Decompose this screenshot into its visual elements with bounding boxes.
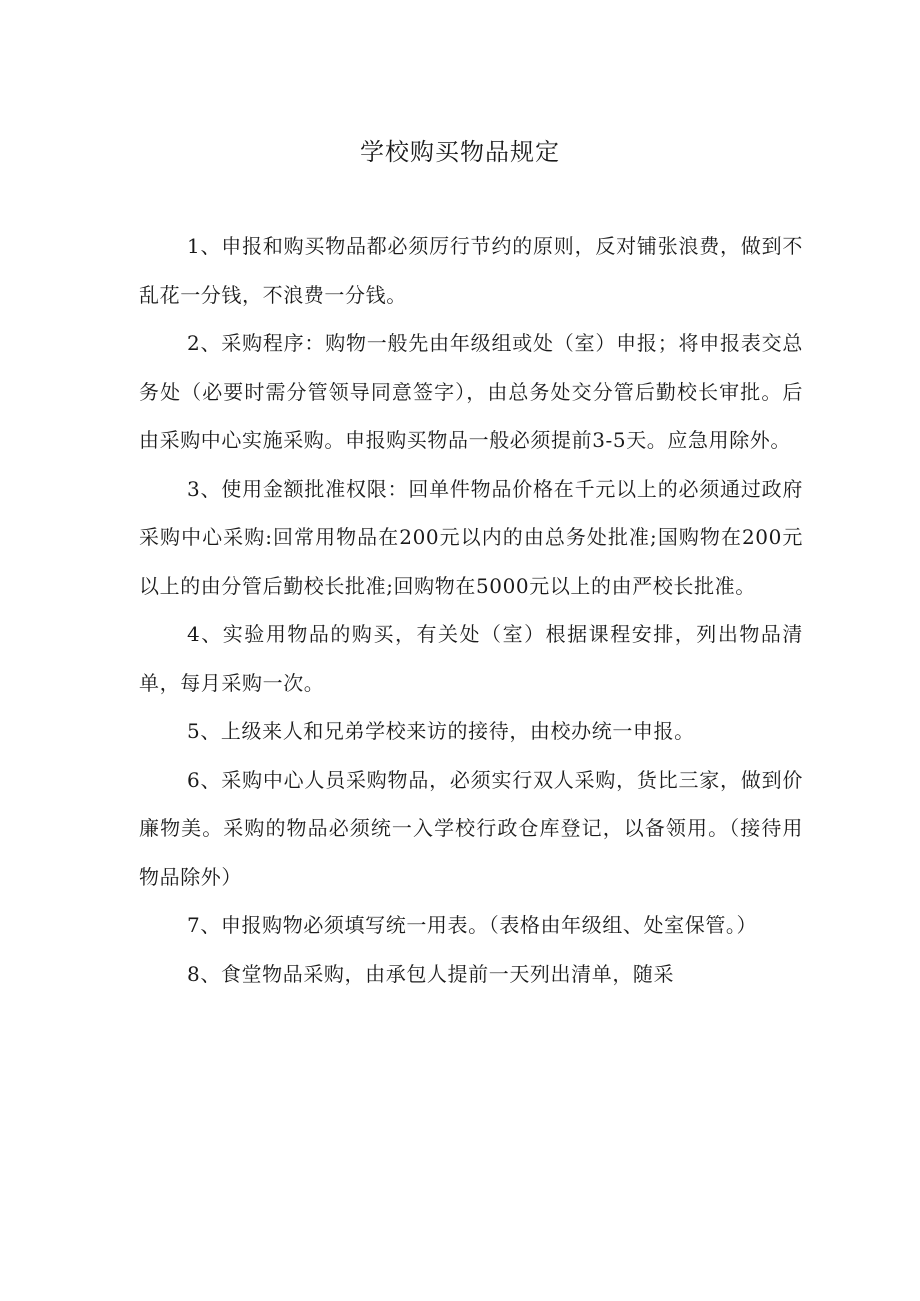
rule-paragraph-4: 4、实验用物品的购买，有关处（室）根据课程安排，列出物品清单，每月采购一次。	[139, 622, 803, 695]
rule-paragraph-7: 7、申报购物必须填写统一用表。（表格由年级组、处室保管。）	[187, 913, 758, 937]
rule-paragraph-6: 6、采购中心人员采购物品，必须实行双人采购，货比三家，做到价廉物美。采购的物品必须统一入学校行政仓库登记，以备领用。（接待用物品除外）	[139, 767, 803, 889]
rule-paragraph-3: 3、使用金额批准权限：回单件物品价格在千元以上的必须通过政府采购中心采购:回常用物品在200元以内的由总务处批准;国购物在200元以上的由分管后勤校长批准;回购物在5000元以上的由严校长批准。	[139, 476, 803, 598]
rule-paragraph-8: 8、食堂物品采购，由承包人提前一天列出清单，随采	[187, 961, 675, 986]
rule-paragraph-5: 5、上级来人和兄弟学校来访的接待，由校办统一申报。	[187, 719, 695, 743]
document-body	[139, 222, 803, 998]
document-title: 学校购买物品规定	[360, 138, 560, 166]
rule-paragraph-2: 2、采购程序：购物一般先由年级组或处（室）申报；将申报表交总务处（必要时需分管领导同意签字），由总务处交分管后勤校长审批。后由采购中心实施采购。申报购买物品一般必须提前3-5天。应急用除外。	[139, 331, 803, 452]
rule-paragraph-1: 1、申报和购买物品都必须厉行节约的原则，反对铺张浪费，做到不乱花一分钱，不浪费一分钱。	[139, 234, 803, 307]
